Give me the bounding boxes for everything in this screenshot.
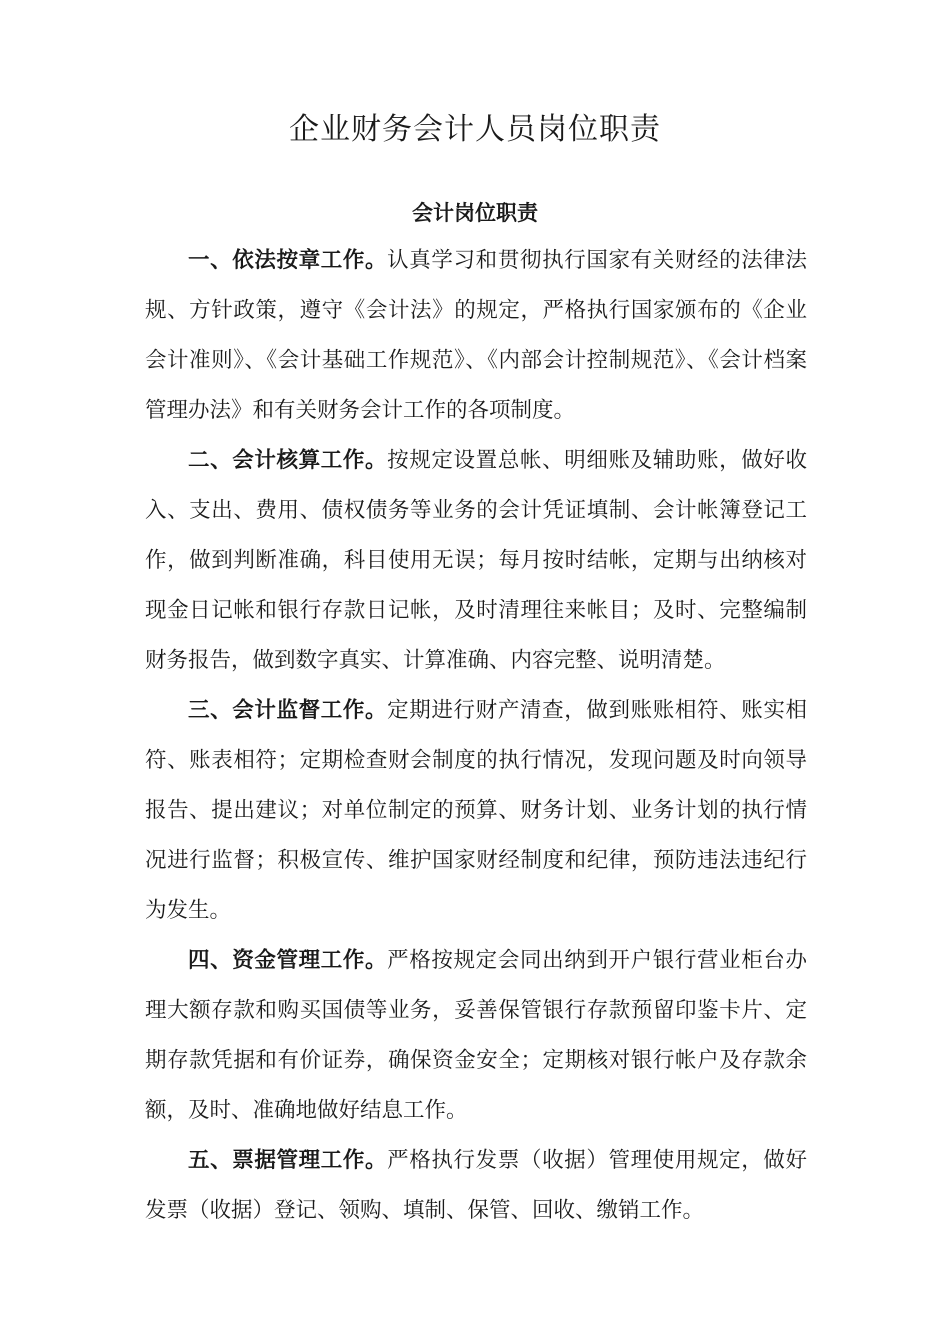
paragraph-4	[145, 936, 807, 1136]
paragraph-2	[145, 436, 807, 686]
paragraph-text: 严格执行发票（收据）管理使用规定，做好发票（收据）登记、领购、填制、保管、回收、缴销工作。	[145, 1148, 807, 1223]
document-body	[145, 236, 807, 1236]
paragraph-text: 认真学习和贯彻执行国家有关财经的法律法规、方针政策，遵守《会计法》的规定，严格执行国家颁布的《企业会计准则》、《会计基础工作规范》、《内部会计控制规范》、《会计档案管理办法》和有关财务会计工作的各项制度。	[145, 248, 807, 423]
paragraph-lead: 二、会计核算工作。	[188, 448, 388, 473]
paragraph-text: 按规定设置总帐、明细账及辅助账，做好收入、支出、费用、债权债务等业务的会计凭证填制、会计帐簿登记工作，做到判断准确，科目使用无误；每月按时结帐，定期与出纳核对现金日记帐和银行存款日记帐，及时清理往来帐目；及时、完整编制财务报告，做到数字真实、计算准确、内容完整、说明清楚。	[145, 448, 807, 673]
paragraph-text: 定期进行财产清查，做到账账相符、账实相符、账表相符；定期检查财会制度的执行情况，发现问题及时向领导报告、提出建议；对单位制定的预算、财务计划、业务计划的执行情况进行监督；积极宣传、维护国家财经制度和纪律，预防违法违纪行为发生。	[145, 698, 807, 923]
paragraph-5	[145, 1136, 807, 1236]
paragraph-3	[145, 686, 807, 936]
paragraph-lead: 五、票据管理工作。	[188, 1148, 388, 1173]
paragraph-1	[145, 236, 807, 436]
paragraph-lead: 一、依法按章工作。	[188, 248, 388, 273]
section-heading: 会计岗位职责	[412, 201, 538, 225]
paragraph-text: 严格按规定会同出纳到开户银行营业柜台办理大额存款和购买国债等业务，妥善保管银行存款预留印鉴卡片、定期存款凭据和有价证券，确保资金安全；定期核对银行帐户及存款余额，及时、准确地做好结息工作。	[145, 948, 807, 1123]
document-title: 企业财务会计人员岗位职责	[289, 112, 661, 147]
paragraph-lead: 四、资金管理工作。	[188, 948, 388, 973]
paragraph-lead: 三、会计监督工作。	[188, 698, 388, 723]
